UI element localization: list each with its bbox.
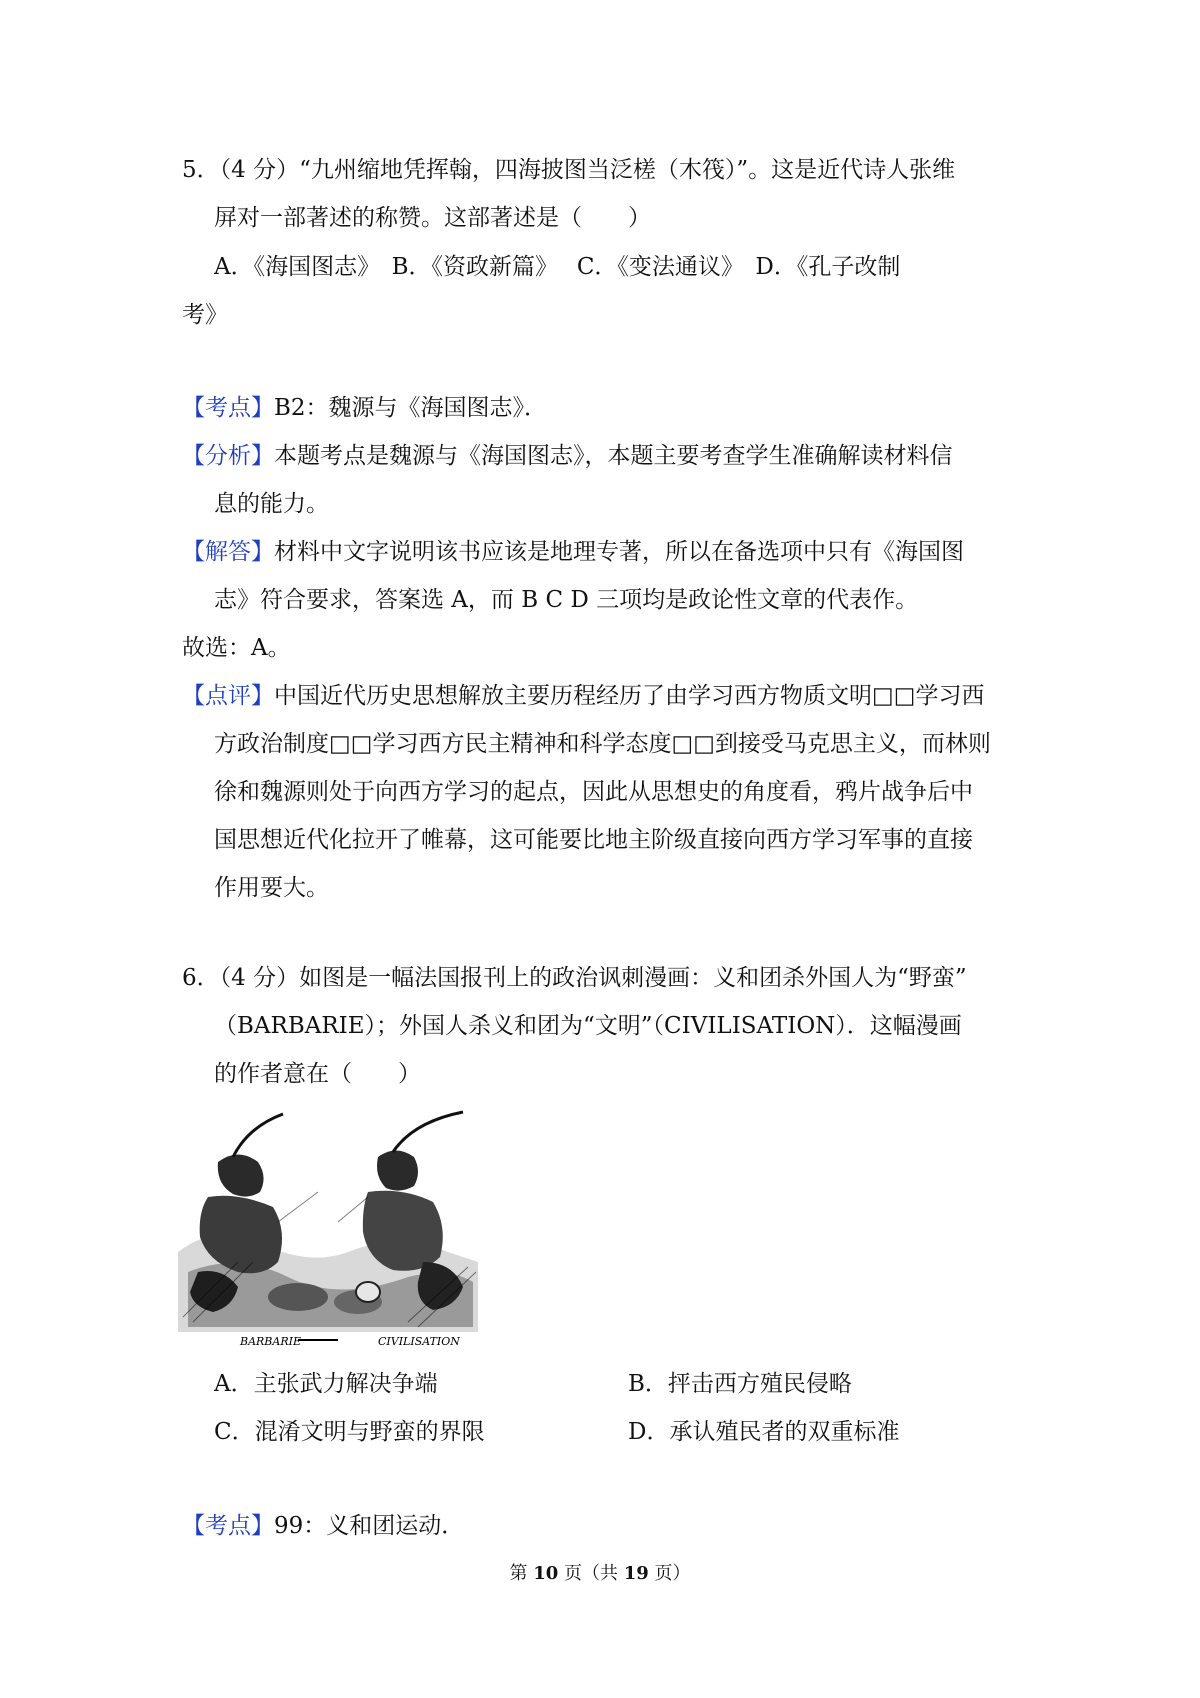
q6-option-c: C．混淆文明与野蛮的界限 <box>214 1419 485 1445</box>
q6-stem-line1: 6．（4 分）如图是一幅法国报刊上的政治讽刺漫画：义和团杀外国人为“野蛮” <box>182 965 967 991</box>
footer-total-pages: 19 <box>623 1563 649 1584</box>
q5-kaodian <box>182 393 547 423</box>
dianping-text-line2: 方政治制度□□学习西方民主精神和科学态度□□到接受马克思主义，而林则 <box>214 731 991 757</box>
q6-kaodian-tag: 【考点】 <box>182 1513 274 1539</box>
q6-option-b: B．抨击西方殖民侵略 <box>628 1371 852 1397</box>
dianping-text-line3: 徐和魏源则处于向西方学习的起点，因此从思想史的角度看，鸦片战争后中 <box>214 779 973 805</box>
dianping-text-line5: 作用要大。 <box>214 875 329 901</box>
dianping-text-line1: 中国近代历史思想解放主要历程经历了由学习西方物质文明□□学习西 <box>274 683 985 709</box>
page-footer <box>0 1561 1200 1587</box>
q5-options-line1: A．《海国图志》 B．《资政新篇》 C．《变法通议》 D．《孔子改制 <box>214 254 901 280</box>
q5-fenxi <box>182 441 953 471</box>
kaodian-tag: 【考点】 <box>182 395 274 421</box>
fenxi-text-line1: 本题考点是魏源与《海国图志》，本题主要考查学生准确解读材料信 <box>274 443 953 469</box>
q5-options-line2: 考》 <box>182 302 228 328</box>
kaodian-text: B2：魏源与《海国图志》． <box>274 395 548 421</box>
footer-page-number: 10 <box>533 1563 559 1584</box>
political-cartoon-image <box>178 1102 478 1350</box>
dianping-tag: 【点评】 <box>182 683 274 709</box>
fenxi-tag: 【分析】 <box>182 443 274 469</box>
jieda-text-line2: 志》符合要求，答案选 A，而 B C D 三项均是政论性文章的代表作。 <box>214 587 919 613</box>
jieda-text-line1: 材料中文字说明该书应该是地理专著，所以在备选项中只有《海国图 <box>274 539 964 565</box>
footer-suffix: 页） <box>648 1563 691 1584</box>
jieda-tag: 【解答】 <box>182 539 274 565</box>
q6-option-d: D．承认殖民者的双重标准 <box>628 1419 900 1445</box>
footer-prefix: 第 <box>509 1563 534 1584</box>
q5-stem-line2: 屏对一部著述的称赞。这部著述是（ ） <box>214 205 651 231</box>
q5-stem-line1: 5．（4 分）“九州缩地凭挥翰，四海披图当泛槎（木筏）”。这是近代诗人张维 <box>182 157 956 183</box>
dianping-text-line4: 国思想近代化拉开了帷幕，这可能要比地主阶级直接向西方学习军事的直接 <box>214 827 973 853</box>
fenxi-text-line2: 息的能力。 <box>214 491 329 517</box>
cartoon-caption-barbarie: BARBARIE <box>240 1335 301 1348</box>
footer-middle: 页（共 <box>558 1563 624 1584</box>
cartoon-caption-civilisation: CIVILISATION <box>378 1335 460 1348</box>
q5-jieda <box>182 537 964 567</box>
q6-kaodian <box>182 1511 464 1541</box>
cartoon-illustration <box>178 1102 478 1350</box>
q6-option-a: A．主张武力解决争端 <box>214 1371 438 1397</box>
q6-stem-line3: 的作者意在（ ） <box>214 1061 421 1087</box>
q5-answer: 故选：A。 <box>182 635 291 661</box>
q5-dianping <box>182 681 984 711</box>
q6-kaodian-text: 99：义和团运动． <box>274 1513 465 1539</box>
q6-stem-line2: （BARBARIE）；外国人杀义和团为“文明”（CIVILISATION）．这幅漫画 <box>214 1013 962 1039</box>
